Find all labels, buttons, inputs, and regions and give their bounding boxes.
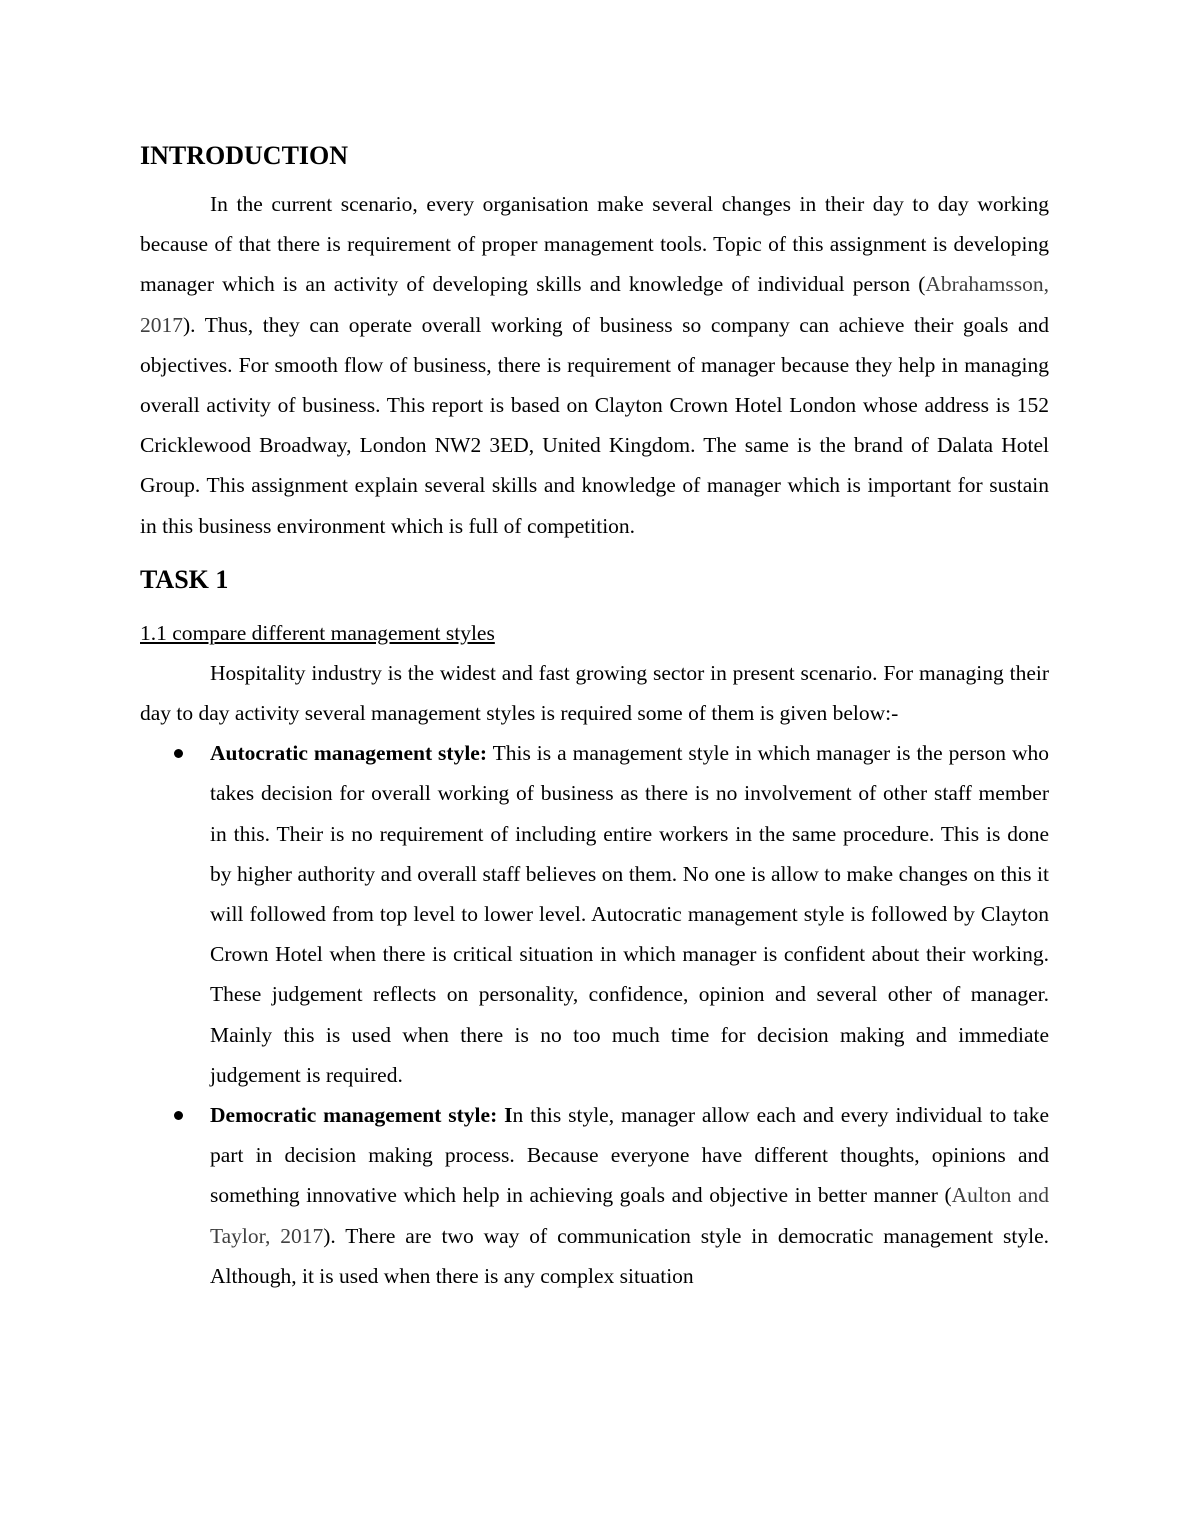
autocratic-style-text: This is a management style in which manager is the person who takes decision for overall working of business as there is no involvement of other staff member in this. Their is no requirement of including entire workers in the same procedure. This is done by higher authority and overall staff believes on them. No one is allow to make changes on this it will followed from top level to lower level. Autocratic management style is followed by Clayton Crown Hotel when there is critical situation in which manager is confident about their working. These judgement reflects on personality, confidence, opinion and several other of manager. Mainly this is used when there is no too much time for decision making and immediate judgement is required. (210, 741, 1049, 1087)
management-styles-list (140, 733, 1049, 1296)
democratic-style-text-part-1: n this style, manager allow each and every individual to take part in decision making process. Because everyone have different thoughts, opinions and something innovative which help in achieving goals and objective in better manner ( (210, 1103, 1049, 1208)
list-item (140, 1095, 1049, 1296)
autocratic-style-title: Autocratic management style: (210, 741, 488, 766)
bullet-icon (174, 1111, 183, 1120)
bullet-icon (174, 749, 183, 758)
intro-text-part-1: In the current scenario, every organisation make several changes in their day to day working because of that there is requirement of proper management tools. Topic of this assignment is developing manager which is an activity of developing skills and knowledge of individual person ( (140, 192, 1049, 297)
democratic-style-text-part-2: ). There are two way of communication style in democratic management style. Although, it is used when there is any complex situation (210, 1223, 1049, 1288)
democratic-style-title: Democratic management style: I (210, 1103, 513, 1128)
task-1-intro-paragraph: Hospitality industry is the widest and fast growing sector in present scenario. For managing their day to day activity several management styles is required some of them is given below:- (140, 660, 1049, 726)
section-1-1-subheading: 1.1 compare different management styles (140, 620, 495, 645)
introduction-heading: INTRODUCTION (140, 141, 349, 170)
citation-aulton-taylor: Aulton and Taylor, 2017 (210, 1183, 1049, 1248)
task-1-heading: TASK 1 (140, 564, 229, 594)
citation-abrahamsson: Abrahamsson, 2017 (140, 272, 1049, 337)
intro-text-part-2: ). Thus, they can operate overall working of business so company can achieve their goals and objectives. For smooth flow of business, there is requirement of manager because they help in managing overall activity of business. This report is based on Clayton Crown Hotel London whose address is 152 Cricklewood Broadway, London NW2 3ED, United Kingdom. The same is the brand of Dalata Hotel Group. This assignment explain several skills and knowledge of manager which is important for sustain in this business environment which is full of competition. (140, 312, 1049, 538)
list-item (140, 733, 1049, 1095)
introduction-paragraph (140, 184, 1049, 546)
document-page (140, 138, 1049, 1296)
